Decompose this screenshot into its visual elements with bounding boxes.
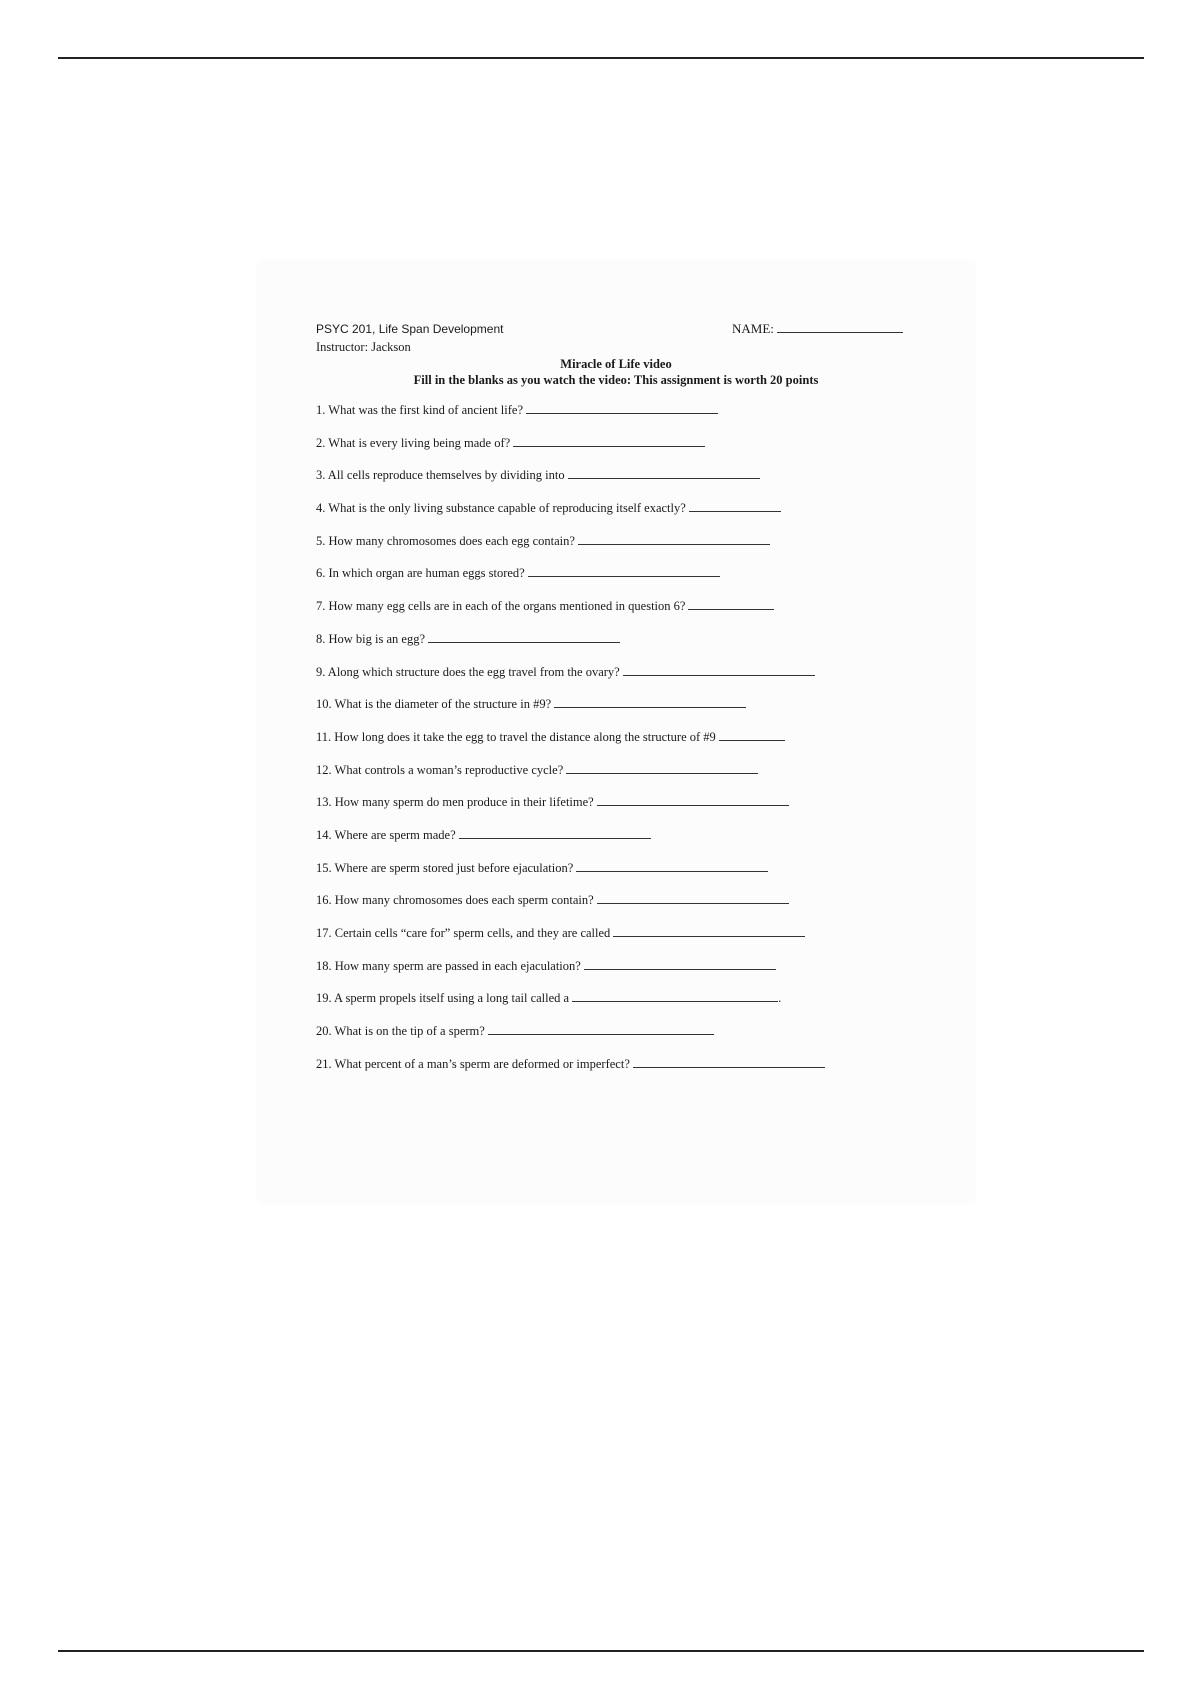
worksheet-page: [258, 262, 974, 1202]
question-text: 15. Where are sperm stored just before ejaculation?: [316, 860, 574, 875]
question-item: [316, 695, 825, 728]
question-item: [316, 597, 825, 630]
question-item: [316, 924, 825, 957]
question-item: [316, 859, 825, 892]
worksheet-instructions: Fill in the blanks as you watch the video: This assignment is worth 20 points: [413, 373, 819, 387]
question-text: 21. What percent of a man’s sperm are deformed or imperfect?: [316, 1056, 630, 1071]
answer-blank: [528, 564, 720, 577]
question-text: 17. Certain cells “care for” sperm cells, and they are called: [316, 926, 611, 940]
answer-blank: [597, 891, 789, 904]
question-text: 12. What controls a woman’s reproductive cycle?: [316, 762, 564, 777]
question-item: 19. A sperm propels itself using a long tail called a .: [316, 991, 782, 1006]
worksheet-heading: [258, 356, 974, 388]
question-item: [316, 793, 825, 826]
question-text: 3. All cells reproduce themselves by dividing into: [316, 468, 565, 483]
question-item: [316, 434, 825, 467]
question-text: 14. Where are sperm made?: [316, 827, 456, 842]
question-text: 11. How long does it take the egg to travel the distance along the structure of #9: [316, 729, 716, 744]
answer-blank: [576, 859, 768, 872]
question-item: [316, 891, 825, 924]
question-text: 5. How many chromosomes does each egg contain?: [316, 533, 575, 548]
name-field: [732, 320, 903, 337]
question-text: 10. What is the diameter of the structure in #9?: [316, 697, 552, 712]
course-title: PSYC 201, Life Span Development: [316, 322, 504, 336]
answer-blank: [554, 695, 746, 708]
answer-blank: [488, 1022, 714, 1035]
answer-blank: [428, 630, 620, 643]
question-list: [316, 401, 825, 1087]
answer-blank: [597, 793, 789, 806]
question-text: 20. What is on the tip of a sperm?: [316, 1024, 485, 1039]
course-header: [316, 320, 503, 356]
answer-blank: [578, 532, 770, 545]
question-text: 7. How many egg cells are in each of the organs mentioned in question 6?: [316, 599, 686, 614]
answer-blank: [623, 663, 815, 676]
name-blank: [777, 320, 903, 333]
question-text: 8. How big is an egg?: [316, 631, 426, 646]
question-text: 6. In which organ are human eggs stored?: [316, 566, 525, 581]
question-item: [316, 1055, 825, 1088]
answer-blank: [513, 434, 705, 447]
question-item: [316, 663, 825, 696]
question-text: 13. How many sperm do men produce in their lifetime?: [316, 795, 594, 810]
answer-blank: [719, 728, 785, 741]
question-item: [316, 532, 825, 565]
answer-blank: [584, 957, 776, 970]
question-item: [316, 401, 825, 434]
worksheet-title: Miracle of Life video: [560, 357, 672, 371]
answer-blank: [572, 989, 778, 1002]
question-text: 19. A sperm propels itself using a long tail called a: [316, 991, 570, 1006]
bottom-divider: [58, 1650, 1144, 1652]
name-label: NAME:: [732, 321, 774, 336]
answer-blank: [526, 401, 718, 414]
question-text: 2. What is every living being made of?: [316, 435, 511, 450]
question-text: 16. How many chromosomes does each sperm contain?: [316, 893, 594, 908]
question-item: [316, 1022, 825, 1055]
answer-blank: [459, 826, 651, 839]
answer-blank: [613, 924, 805, 937]
top-divider: [58, 57, 1144, 59]
question-text: 18. How many sperm are passed in each ejaculation?: [316, 958, 581, 973]
question-item: [316, 564, 825, 597]
instructor-line: Instructor: Jackson: [316, 340, 411, 354]
question-item: [316, 466, 825, 499]
question-text: 4. What is the only living substance capable of reproducing itself exactly?: [316, 501, 686, 516]
question-item: [316, 761, 825, 794]
answer-blank: [689, 499, 781, 512]
answer-blank: [566, 761, 758, 774]
answer-blank: [688, 597, 774, 610]
question-item: [316, 826, 825, 859]
question-item: [316, 499, 825, 532]
question-item: [316, 957, 825, 990]
question-item: [316, 728, 825, 761]
question-text: 1. What was the first kind of ancient life?: [316, 403, 523, 417]
answer-blank: [633, 1055, 825, 1068]
answer-blank: [568, 466, 760, 479]
question-item: [316, 630, 825, 663]
question-text: 9. Along which structure does the egg travel from the ovary?: [316, 664, 620, 679]
